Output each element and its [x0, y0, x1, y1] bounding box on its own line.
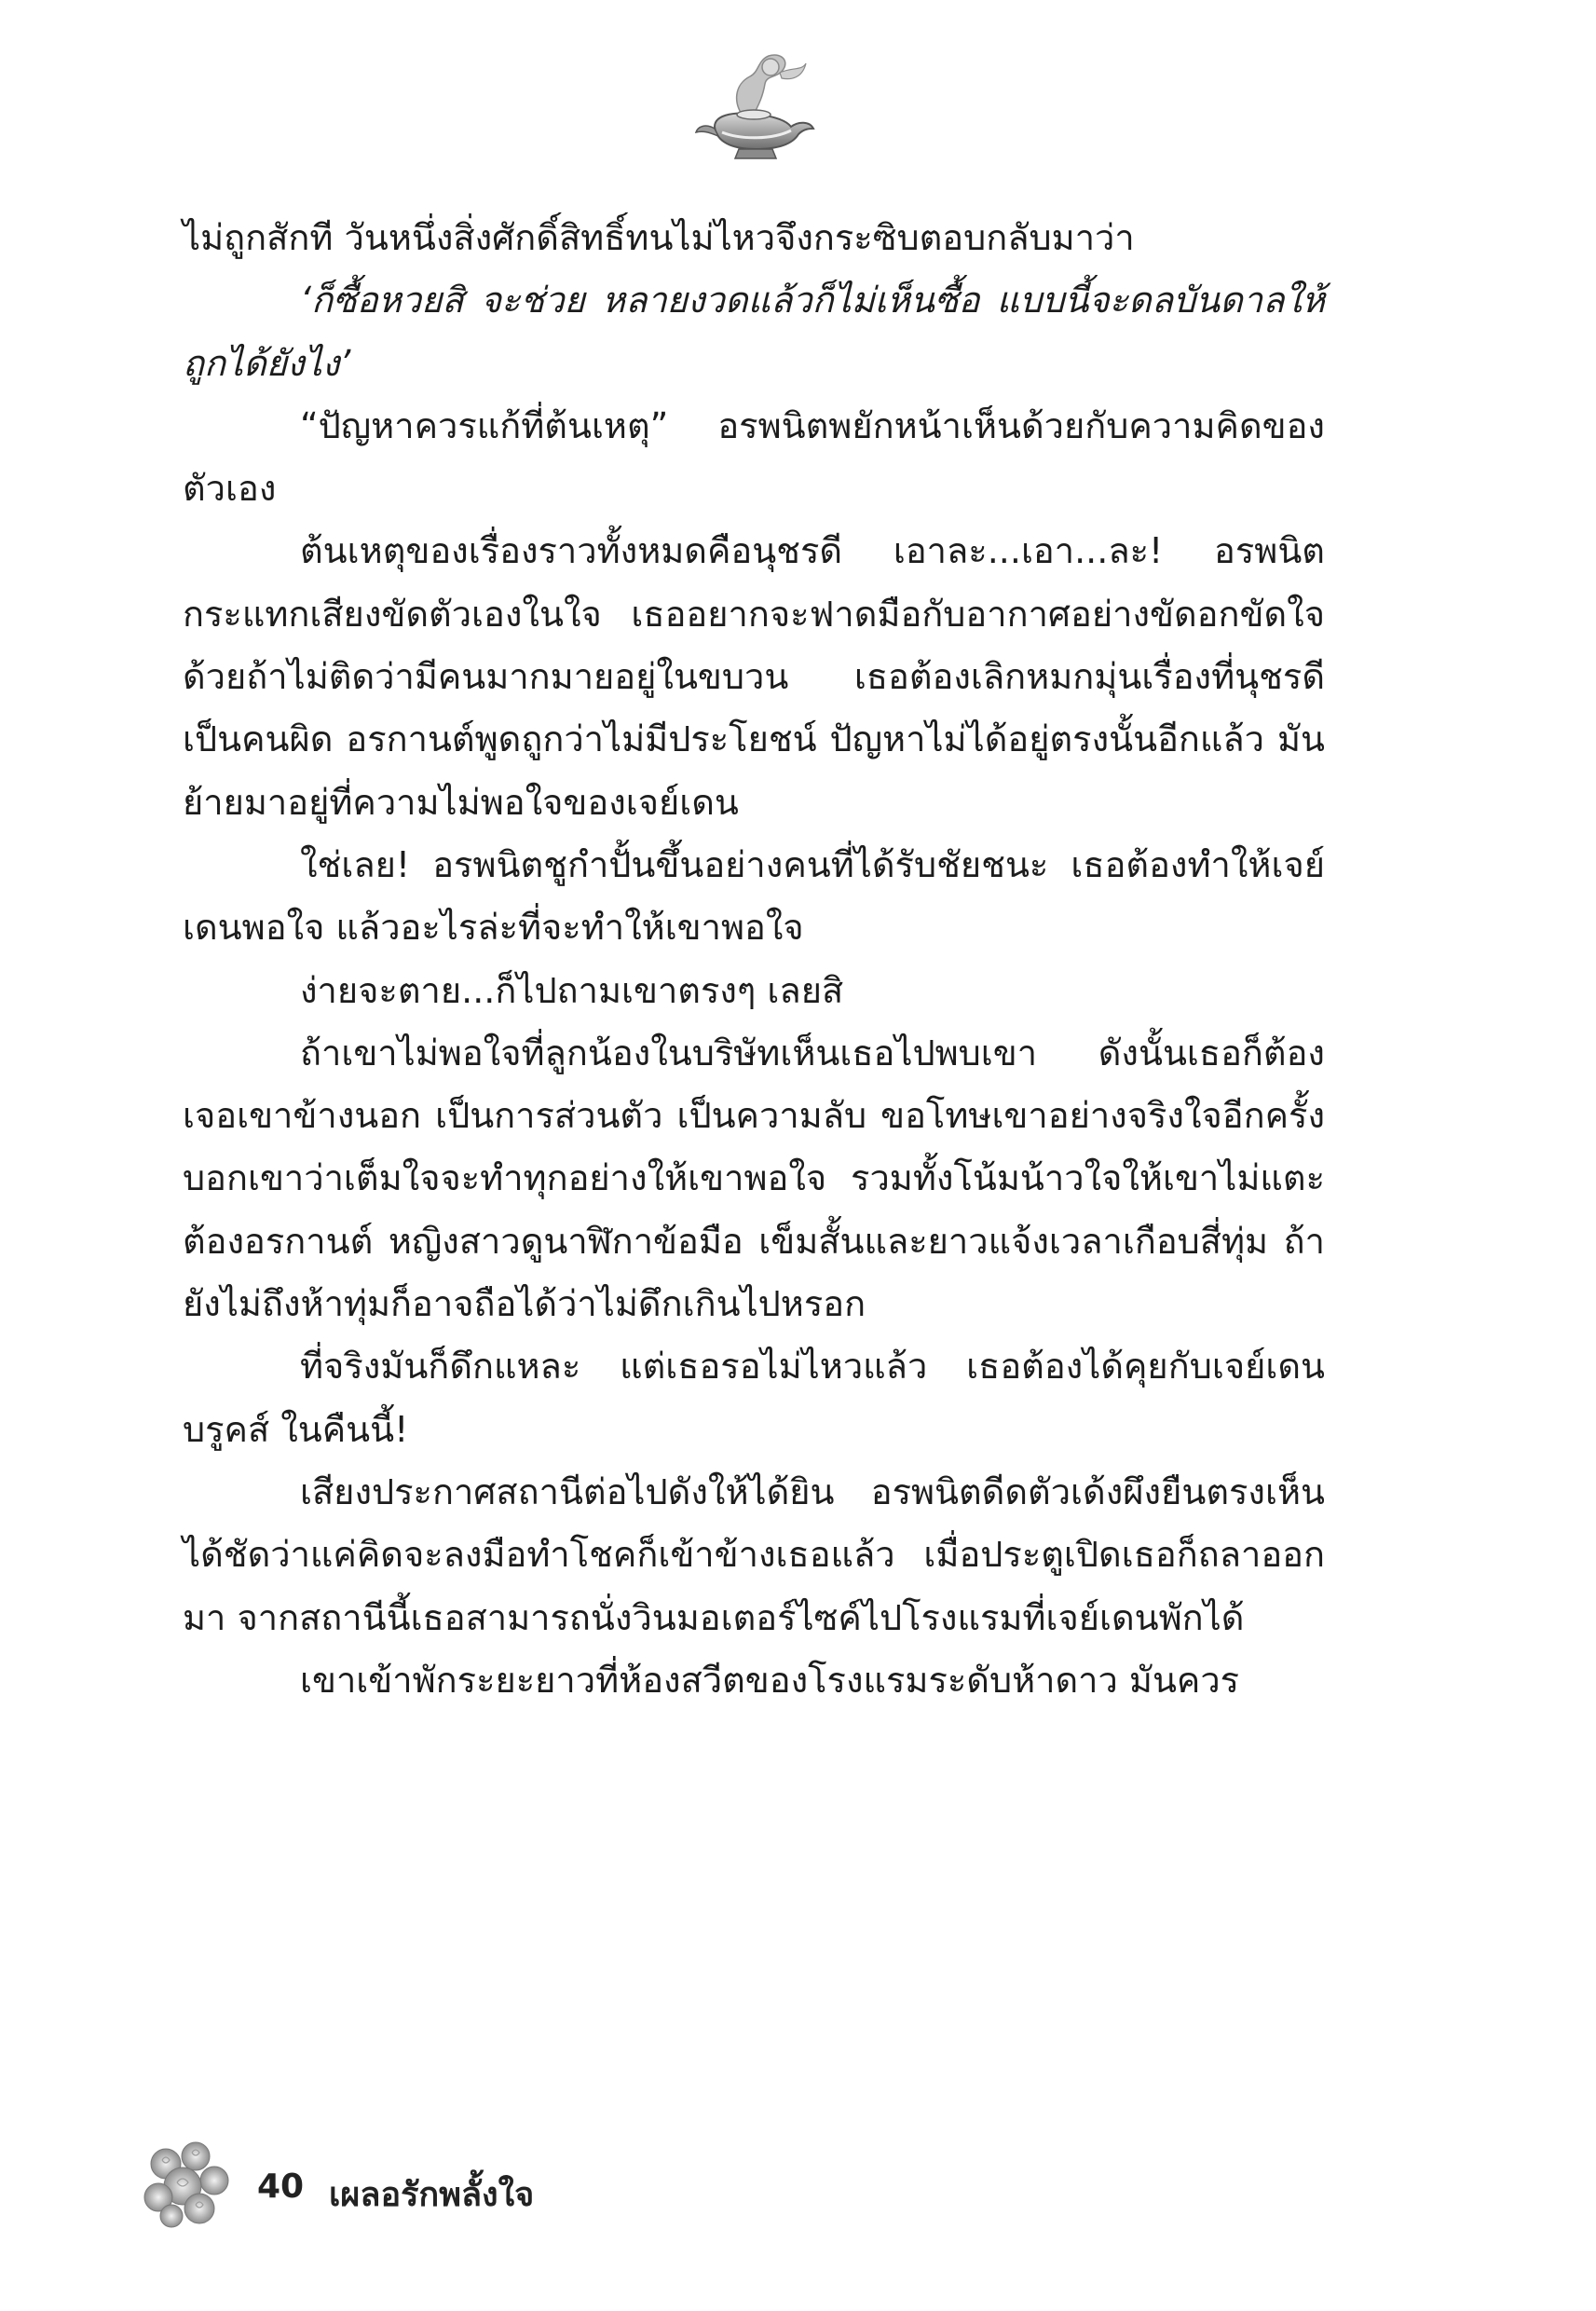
page-number: 40: [257, 2167, 305, 2206]
paragraph: “ปัญหาควรแก้ที่ต้นเหตุ” อรพนิตพยักหน้าเห็นด้วยกับความคิดของตัวเอง: [183, 404, 1325, 510]
paragraph: ง่ายจะตาย...ก็ไปถามเขาตรงๆ เลยสิ: [300, 969, 844, 1011]
paragraph: ต้นเหตุของเรื่องราวทั้งหมดคือนุชรดี เอาละ...เอา...ละ! อรพนิตกระแทกเสียงขัดตัวเองในใจ เธออยากจะฟาดมือกับอากาศอย่างขัดอกขัดใจด้วยถ้าไม่ติดว่ามีคนมากมายอยู่ในขบวน เธอต้องเลิกหมกมุ่นเรื่องที่นุชรดีเป็นคนผิด อรกานต์พูดถูกว่าไม่มีประโยชน์ ปัญหาไม่ได้อยู่ตรงนั้นอีกแล้ว มันย้ายมาอยู่ที่ความไม่พอใจของเจย์เดน: [183, 530, 1325, 823]
paragraph: ที่จริงมันก็ดึกแหละ แต่เธอรอไม่ไหวแล้ว เธอต้องได้คุยกับเจย์เดน บรูคส์ ในคืนนี้!: [183, 1346, 1325, 1450]
paragraph: ไม่ถูกสักที วันหนึ่งสิ่งศักดิ์สิทธิ์ทนไม่ไหวจึงกระซิบตอบกลับมาว่า: [183, 217, 1135, 258]
book-title: เผลอรักพลั้งใจ: [329, 2176, 535, 2214]
paragraph: ถ้าเขาไม่พอใจที่ลูกน้องในบริษัทเห็นเธอไปพบเขา ดังนั้นเธอก็ต้องเจอเขาข้างนอก เป็นการส่วนตัว เป็นความลับ ขอโทษเขาอย่างจริงใจอีกครั้ง บอกเขาว่าเต็มใจจะทำทุกอย่างให้เขาพอใจ รวมทั้งโน้มน้าวใจให้เขาไม่แตะต้องอรกานต์ หญิงสาวดูนาฬิกาข้อมือ เข็มสั้นและยาวแจ้งเวลาเกือบสี่ทุ่ม ถ้ายังไม่ถึงห้าทุ่มก็อาจถือได้ว่าไม่ดึกเกินไปหรอก: [183, 1032, 1325, 1325]
flower-bouquet-icon: [138, 2134, 236, 2232]
body-text: [183, 207, 1325, 1712]
page-footer: [138, 2134, 697, 2236]
paragraph: ใช่เลย! อรพนิตชูกำปั้นขึ้นอย่างคนที่ได้รับชัยชนะ เธอต้องทำให้เจย์เดนพอใจ แล้วอะไรล่ะที่จะทำให้เขาพอใจ: [183, 843, 1325, 949]
genie-lamp-icon: [694, 47, 820, 163]
paragraph: ‘ก็ซื้อหวยสิ จะช่วย หลายงวดแล้วก็ไม่เห็นซื้อ แบบนี้จะดลบันดาลให้ถูกได้ยังไง’: [183, 280, 1325, 384]
paragraph: เขาเข้าพักระยะยาวที่ห้องสวีตของโรงแรมระดับห้าดาว มันควร: [300, 1659, 1240, 1701]
paragraph: เสียงประกาศสถานีต่อไปดังให้ได้ยิน อรพนิตดีดตัวเด้งผึงยืนตรงเห็นได้ชัดว่าแค่คิดจะลงมือทำโชคก็เข้าข้างเธอแล้ว เมื่อประตูเปิดเธอก็ถลาออกมา จากสถานีนี้เธอสามารถนั่งวินมอเตอร์ไซค์ไปโรงแรมที่เจย์เดนพักได้: [183, 1470, 1325, 1638]
